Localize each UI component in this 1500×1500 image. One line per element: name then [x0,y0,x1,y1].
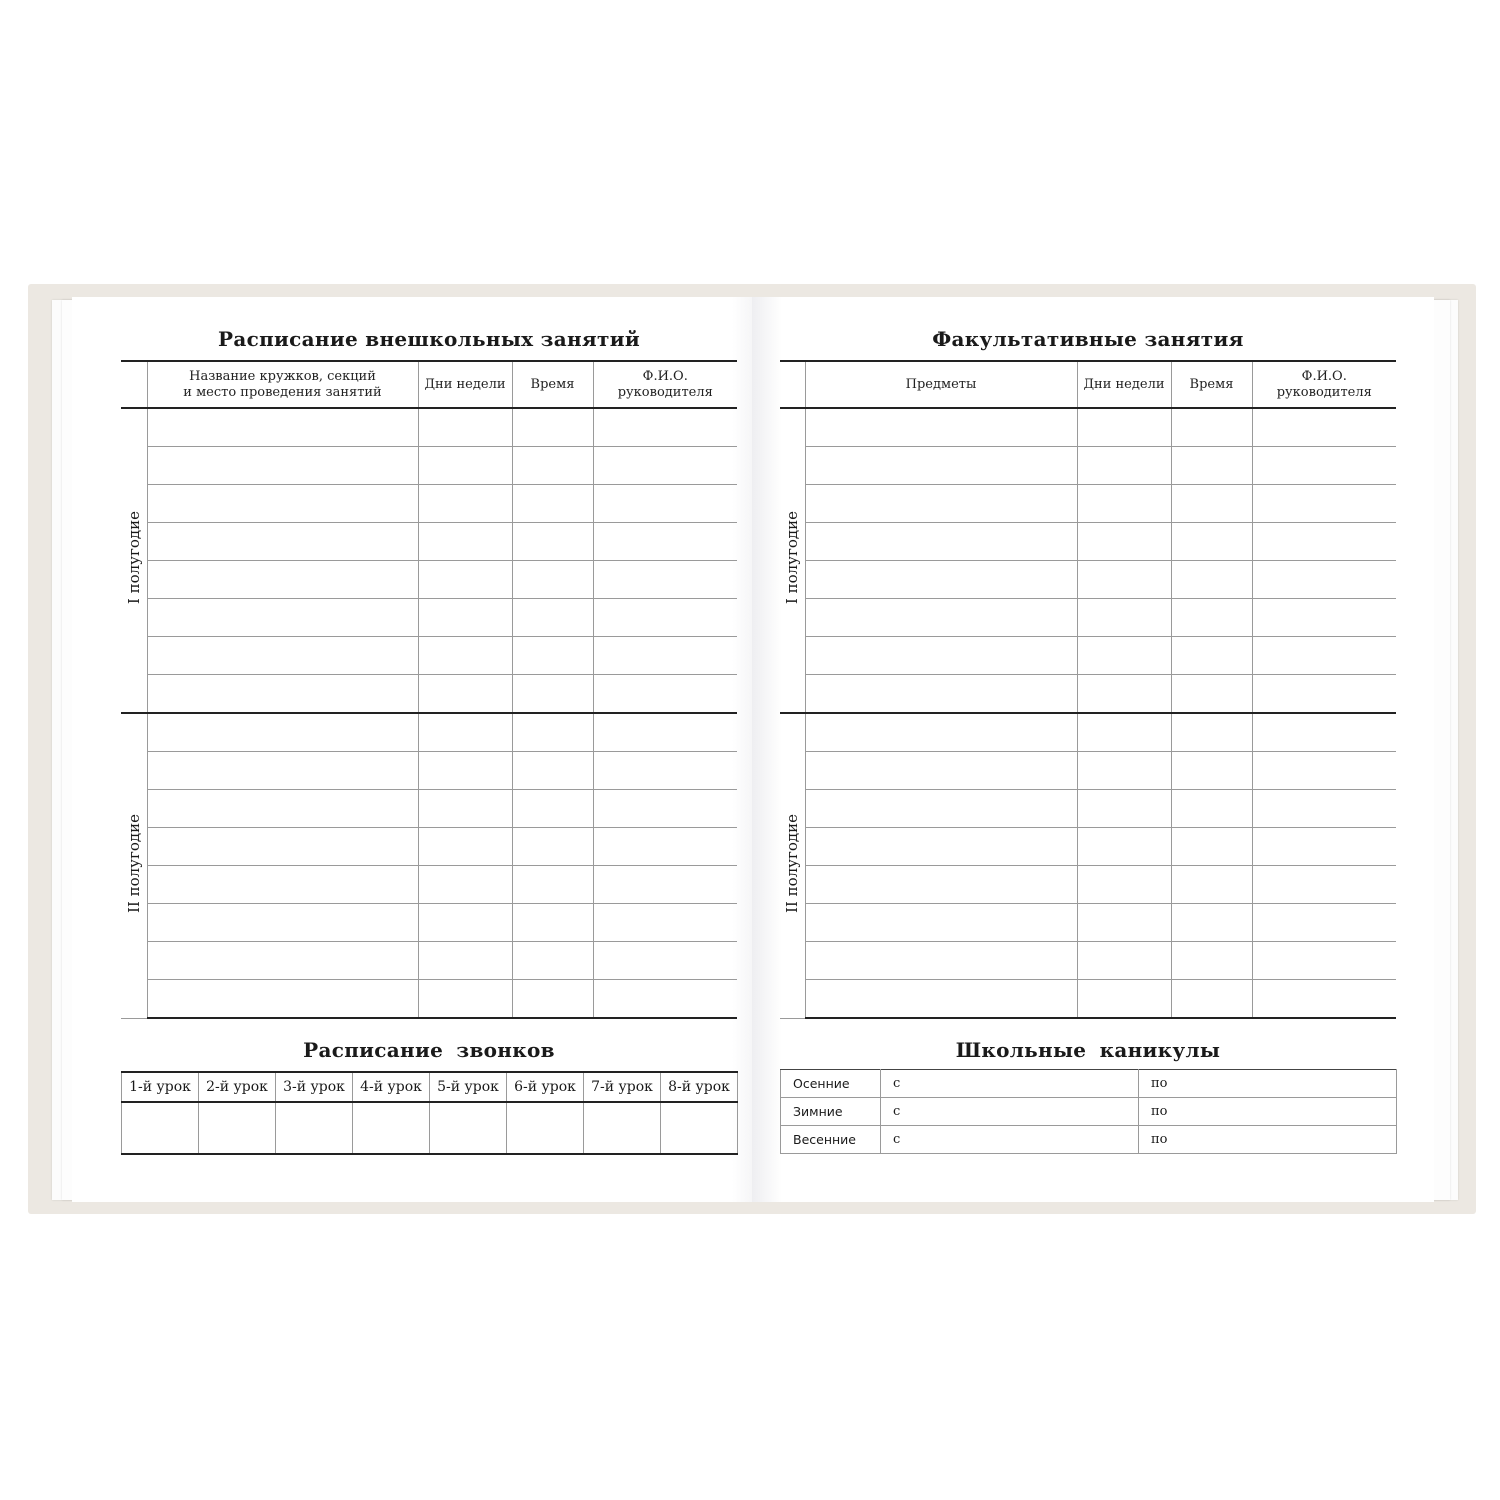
table-row [121,637,737,675]
holiday-season-label: Зимние [781,1098,881,1126]
table-row [121,599,737,637]
time-cell [1171,866,1252,904]
time-cell [512,675,593,714]
time-cell [1171,942,1252,980]
half-year-1-label: I полугодие [780,408,805,713]
table-row [121,675,737,714]
bell-schedule-table [121,1071,738,1155]
fio-cell [593,828,737,866]
table-row [121,828,737,866]
days-cell [1077,866,1171,904]
table-row [780,866,1396,904]
lesson-6-header: 6-й урок [507,1072,584,1102]
days-cell [418,904,512,942]
days-cell [418,942,512,980]
time-cell [1171,713,1252,752]
activity-cell [805,523,1077,561]
lesson-4-time-cell [353,1102,430,1154]
fio-cell [1252,408,1396,447]
table-row [121,408,737,447]
days-cell [1077,752,1171,790]
extracurricular-title: Расписание внешкольных занятий [218,327,640,351]
time-cell [1171,752,1252,790]
time-cell [512,637,593,675]
table-row [780,828,1396,866]
fio-cell [1252,942,1396,980]
days-cell [418,599,512,637]
header-days: Дни недели [1077,361,1171,408]
fio-cell [1252,790,1396,828]
days-cell [1077,599,1171,637]
activity-cell [805,447,1077,485]
activity-cell [805,790,1077,828]
activity-cell [147,408,418,447]
activity-cell [147,485,418,523]
holiday-row-winter [781,1098,1397,1126]
days-cell [1077,523,1171,561]
table-row [121,980,737,1019]
fio-cell [1252,561,1396,599]
table-header-row [121,361,737,408]
days-cell [418,980,512,1019]
table-row [121,447,737,485]
activity-cell [805,637,1077,675]
days-cell [1077,637,1171,675]
table-row [780,790,1396,828]
time-cell [1171,447,1252,485]
table-row [780,942,1396,980]
activity-cell [147,904,418,942]
fio-cell [1252,980,1396,1019]
days-cell [1077,904,1171,942]
table-header-row [780,361,1396,408]
header-fio: Ф.И.О. руководителя [1252,361,1396,408]
time-cell [512,485,593,523]
table-row [780,904,1396,942]
activity-cell [805,561,1077,599]
table-row [780,980,1396,1019]
header-blank [780,361,805,408]
time-cell [512,980,593,1019]
fio-cell [1252,637,1396,675]
lesson-3-header: 3-й урок [276,1072,353,1102]
fio-cell [1252,447,1396,485]
activity-cell [805,408,1077,447]
time-cell [512,904,593,942]
table-row [121,485,737,523]
days-cell [1077,828,1171,866]
days-cell [1077,713,1171,752]
lesson-5-header: 5-й урок [430,1072,507,1102]
lesson-5-time-cell [430,1102,507,1154]
lesson-time-row [122,1102,738,1154]
table-row [121,942,737,980]
header-activity-name: Название кружков, секций и место проведения занятий [147,361,418,408]
lesson-7-header: 7-й урок [584,1072,661,1102]
activity-cell [147,675,418,714]
holiday-from-cell: с [881,1070,1139,1098]
days-cell [418,752,512,790]
days-cell [418,637,512,675]
fio-cell [593,904,737,942]
activity-cell [147,523,418,561]
activity-cell [805,942,1077,980]
fio-cell [1252,904,1396,942]
activity-cell [147,980,418,1019]
time-cell [1171,904,1252,942]
fio-cell [1252,752,1396,790]
days-cell [1077,408,1171,447]
time-cell [1171,790,1252,828]
time-cell [512,828,593,866]
days-cell [1077,942,1171,980]
fio-cell [1252,523,1396,561]
time-cell [1171,485,1252,523]
holiday-from-cell: с [881,1126,1139,1154]
time-cell [512,942,593,980]
extracurricular-table [121,360,737,1019]
time-cell [1171,675,1252,714]
table-row [121,790,737,828]
table-row [121,523,737,561]
holiday-row-spring [781,1126,1397,1154]
time-cell [1171,408,1252,447]
activity-cell [147,942,418,980]
fio-cell [593,561,737,599]
lesson-3-time-cell [276,1102,353,1154]
table-row [780,599,1396,637]
table-row [780,561,1396,599]
fio-cell [593,523,737,561]
table-row [780,447,1396,485]
table-row [780,752,1396,790]
header-days: Дни недели [418,361,512,408]
activity-cell [805,904,1077,942]
fio-cell [593,447,737,485]
lesson-8-header: 8-й урок [661,1072,738,1102]
fio-cell [1252,713,1396,752]
activity-cell [147,637,418,675]
days-cell [418,523,512,561]
table-row [121,752,737,790]
time-cell [512,447,593,485]
header-fio: Ф.И.О. руководителя [593,361,737,408]
time-cell [1171,599,1252,637]
activity-cell [147,790,418,828]
holiday-from-cell: с [881,1098,1139,1126]
header-time: Время [512,361,593,408]
activity-cell [805,675,1077,714]
activity-cell [147,713,418,752]
activity-cell [147,828,418,866]
time-cell [512,408,593,447]
days-cell [1077,561,1171,599]
electives-title: Факультативные занятия [932,327,1244,351]
days-cell [418,447,512,485]
days-cell [418,828,512,866]
fio-cell [593,866,737,904]
activity-cell [805,752,1077,790]
holidays-title: Школьные каникулы [955,1038,1221,1062]
lesson-6-time-cell [507,1102,584,1154]
table-row [780,637,1396,675]
days-cell [418,675,512,714]
header-subjects: Предметы [805,361,1077,408]
activity-cell [147,561,418,599]
days-cell [418,561,512,599]
electives-table [780,360,1396,1019]
time-cell [512,523,593,561]
fio-cell [1252,866,1396,904]
half-year-2-label: II полугодие [780,713,805,1018]
table-row [121,866,737,904]
table-row [780,675,1396,714]
half-year-1-label: I полугодие [121,408,147,713]
time-cell [1171,980,1252,1019]
activity-cell [147,447,418,485]
time-cell [1171,561,1252,599]
days-cell [1077,675,1171,714]
activity-cell [805,713,1077,752]
table-row [780,485,1396,523]
lesson-4-header: 4-й урок [353,1072,430,1102]
lesson-8-time-cell [661,1102,738,1154]
lesson-1-time-cell [122,1102,199,1154]
activity-cell [805,828,1077,866]
half-year-2-label: II полугодие [121,713,147,1018]
header-time: Время [1171,361,1252,408]
days-cell [418,866,512,904]
activity-cell [147,599,418,637]
header-blank [121,361,147,408]
fio-cell [1252,675,1396,714]
fio-cell [593,752,737,790]
fio-cell [593,485,737,523]
time-cell [512,713,593,752]
days-cell [418,713,512,752]
table-row [121,713,737,752]
lesson-header-row [122,1072,738,1102]
fio-cell [593,675,737,714]
fio-cell [593,790,737,828]
lesson-1-header: 1-й урок [122,1072,199,1102]
lesson-7-time-cell [584,1102,661,1154]
time-cell [1171,523,1252,561]
days-cell [1077,980,1171,1019]
time-cell [1171,828,1252,866]
table-row [121,904,737,942]
days-cell [1077,790,1171,828]
time-cell [512,561,593,599]
fio-cell [1252,599,1396,637]
time-cell [512,790,593,828]
lesson-2-header: 2-й урок [199,1072,276,1102]
fio-cell [593,408,737,447]
days-cell [1077,485,1171,523]
time-cell [512,752,593,790]
fio-cell [593,942,737,980]
table-row [780,713,1396,752]
lesson-2-time-cell [199,1102,276,1154]
fio-cell [1252,485,1396,523]
bells-title: Расписание звонков [303,1038,555,1062]
table-row [780,408,1396,447]
holiday-row-autumn [781,1070,1397,1098]
activity-cell [147,866,418,904]
activity-cell [805,485,1077,523]
days-cell [418,485,512,523]
time-cell [512,866,593,904]
days-cell [418,790,512,828]
fio-cell [593,713,737,752]
holiday-to-cell: по [1139,1126,1397,1154]
activity-cell [805,599,1077,637]
days-cell [1077,447,1171,485]
time-cell [1171,637,1252,675]
holiday-to-cell: по [1139,1070,1397,1098]
table-row [121,561,737,599]
days-cell [418,408,512,447]
holiday-to-cell: по [1139,1098,1397,1126]
holiday-season-label: Весенние [781,1126,881,1154]
fio-cell [593,599,737,637]
activity-cell [805,866,1077,904]
holiday-season-label: Осенние [781,1070,881,1098]
table-row [780,523,1396,561]
activity-cell [147,752,418,790]
holidays-table [780,1069,1397,1154]
fio-cell [593,637,737,675]
time-cell [512,599,593,637]
fio-cell [1252,828,1396,866]
fio-cell [593,980,737,1019]
activity-cell [805,980,1077,1019]
